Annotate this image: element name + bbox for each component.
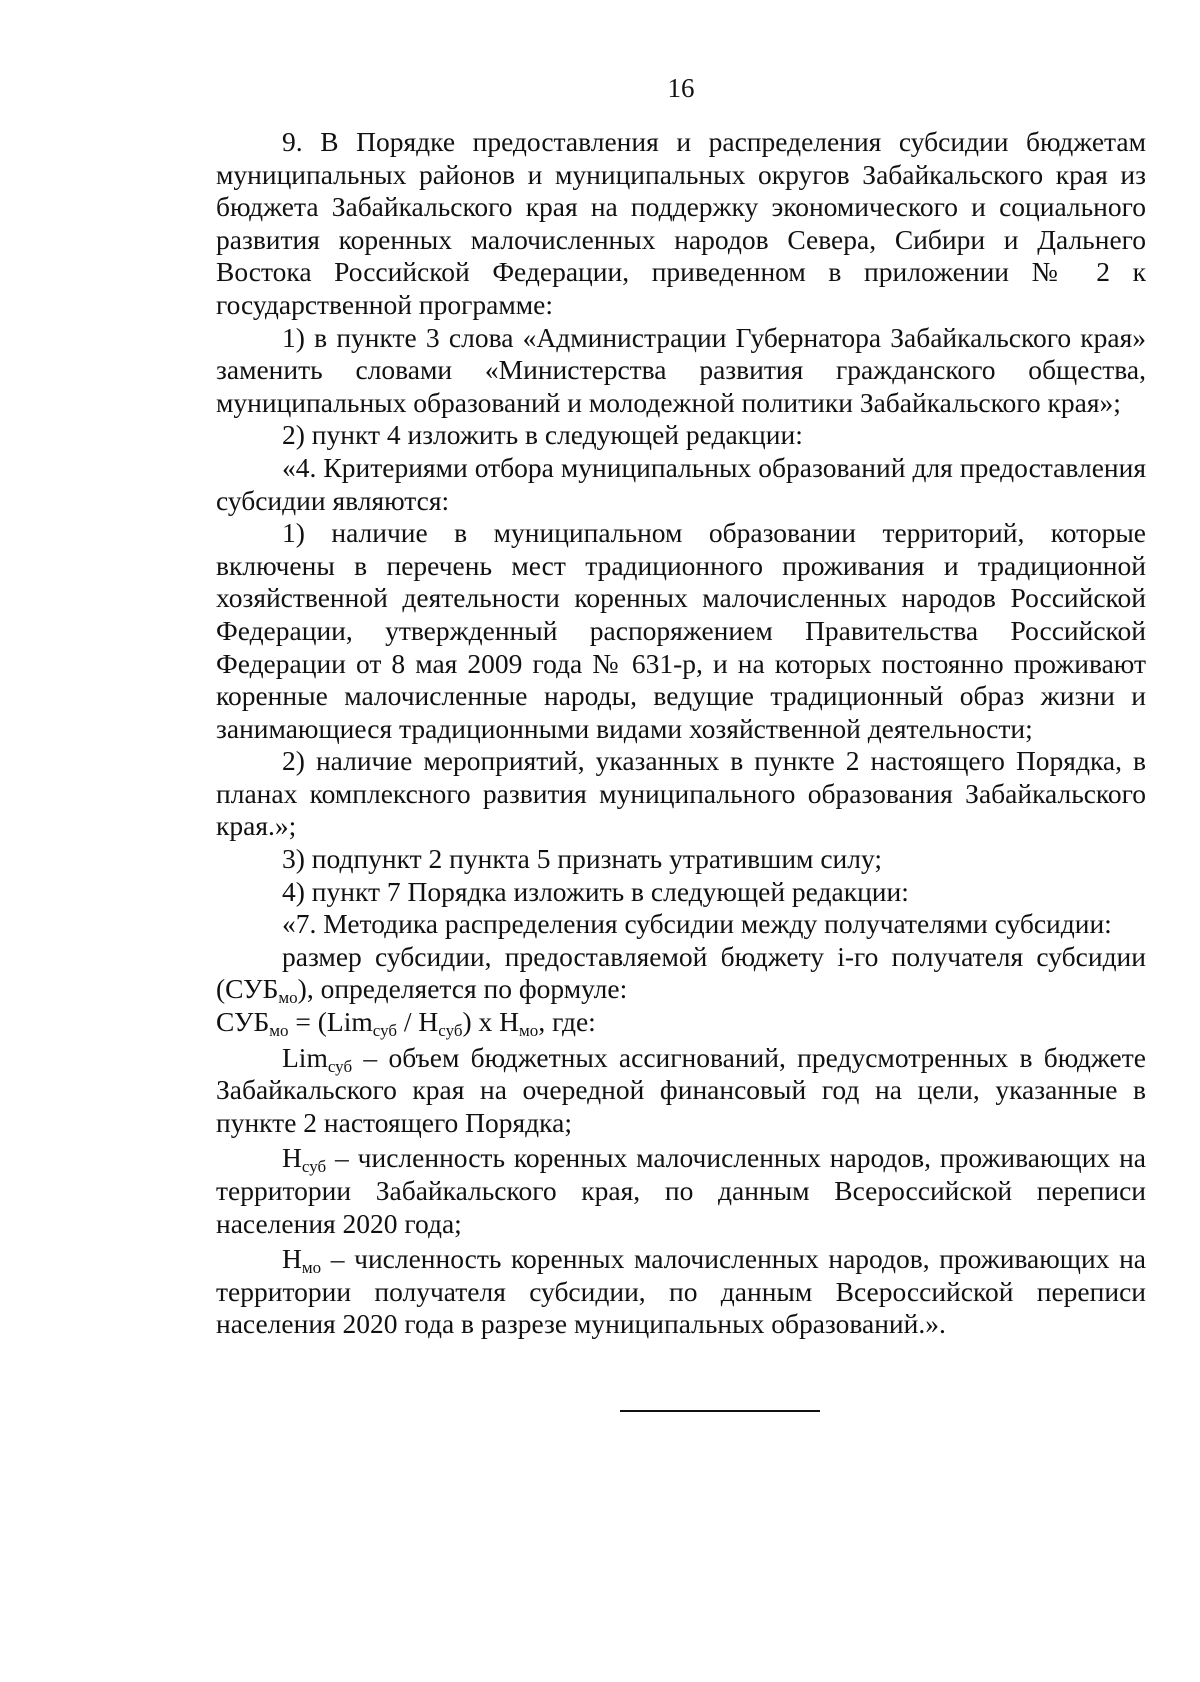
document-body (216, 126, 1146, 1341)
definition-n-mo: $Н_{мо}$ – численность коренных малочисленных народов, проживающих на территории получателя субсидии, по данным Всероссийской переписи населения 2020 года в разрезе муниципальных образований.». (216, 1243, 1146, 1340)
paragraph-criterion-2: 2) наличие мероприятий, указанных в пункте 2 настоящего Порядка, в планах комплексного развития муниципального образования Забайкальского края.»; (216, 745, 1146, 842)
paragraph-methodology: «7. Методика распределения субсидии между получателями субсидии: (282, 908, 1112, 940)
definition-lim: Lim$_{суб}$ – объем бюджетных ассигнований, предусмотренных в бюджете Забайкальского края на очередной финансовый год на цели, указанные в пункте 2 настоящего Порядка; (216, 1041, 1146, 1138)
paragraph-formula-intro: размер субсидии, предоставляемой бюджету i-го получателя субсидии $(СУБ_{мо})$, определяется по формуле: (216, 940, 1146, 1008)
paragraph-subitem-2: 2) пункт 4 изложить в следующей редакции: (282, 419, 803, 451)
paragraph-subitem-3: 3) подпункт 2 пункта 5 признать утратившим силу; (282, 843, 882, 875)
definition-n-sub: $Н_{суб}$ – численность коренных малочисленных народов, проживающих на территории Забайкальского края, по данным Всероссийской переписи населения 2020 года; (216, 1142, 1146, 1239)
paragraph-subitem-1: 1) в пункте 3 слова «Администрации Губернатора Забайкальского края» заменить словами «Министерства развития гражданского общества, муниципальных образований и молодежной политики Забайкальского края»; (216, 321, 1146, 418)
paragraph-subitem-4: 4) пункт 7 Порядка изложить в следующей редакции: (282, 875, 909, 907)
end-of-document-rule (620, 1410, 820, 1412)
page-number: 16 (667, 73, 695, 103)
paragraph-criterion-1: 1) наличие в муниципальном образовании территорий, которые включены в перечень мест традиционного проживания и традиционной хозяйственной деятельности коренных малочисленных народов Российской Федерации, утвержденный распоряжением Правительства Российской Федерации от 8 мая 2009 года № 631-р, и на которых постоянно проживают коренные малочисленные народы, ведущие традиционный образ жизни и занимающиеся традиционными видами хозяйственной деятельности; (216, 517, 1146, 744)
paragraph-item-9: 9. В Порядке предоставления и распределения субсидии бюджетам муниципальных районов и муниципальных округов Забайкальского края из бюджета Забайкальского края на поддержку экономического и социального развития коренных малочисленных народов Севера, Сибири и Дальнего Востока Российской Федерации, приведенном в приложении № 2 к государственной программе: (216, 126, 1146, 320)
paragraph-criteria: «4. Критериями отбора муниципальных образований для предоставления субсидии являются: (216, 451, 1146, 516)
formula: $СУБ_{мо} = (Lim_{суб} / Н_{суб})$ х $Н_{мо}$, где: (216, 1006, 596, 1041)
